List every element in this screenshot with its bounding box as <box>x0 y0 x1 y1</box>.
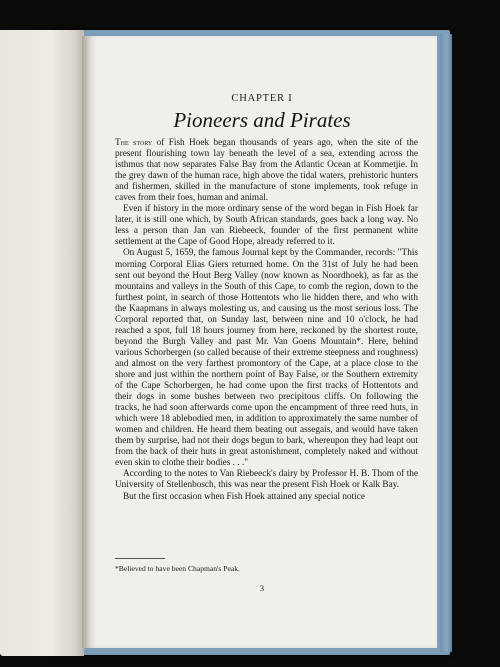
left-page <box>0 30 84 656</box>
cover-edge <box>440 34 452 652</box>
paragraph-5: But the first occasion when Fish Hoek attained any special notice <box>123 491 365 502</box>
body-text <box>115 138 418 503</box>
footnote-rule <box>115 558 165 559</box>
paragraph-1 <box>115 138 418 204</box>
right-page <box>87 36 437 648</box>
paragraph-4: According to the notes to Van Riebeeck's dairy by Professor H. B. Thom of the University of Stellenbosch, this was near the present Fish Hoek or Kalk Bay. <box>115 469 418 491</box>
footnote: *Believed to have been Chapman's Peak. <box>115 564 240 573</box>
chapter-label: CHAPTER I <box>231 93 293 104</box>
page-number: 3 <box>260 584 264 593</box>
paragraph-3: On August 5, 1659, the famous Journal kept by the Commander, records: "This morning Corporal Elias Giers returned home. On the 31st of July he had been sent out beyond the Hout Berg Valley (now known as Noordhoek), as far as the mountains and valleys in the South of this Cape, to comb the region, down to the furthest point, in search of those Hottentots who lie hidden there, and who with the Kaapmans in always molesting us, and causing us the most serious loss. The Corporal reported that, on Sunday last, between nine and 10 o'clock, he had reached a spot, full 18 hours journey from here, reckoned by the shortest route, beyond the Burgh Valley and past Mr. Van Goens Mountain*. Here, behind various Schorbergen (so called because of their extreme steepness and roughness) and almost on the very farthest promontory of the Cape, at a place close to the shore and just within the northern point of Bay False, or the Southern extremity of the Cape Schorbergen, he had come upon the first tracks of Hottentots and their dogs in some bushes between two precipitous cliffs. On following the tracks, he had soon afterwards come upon the encampment of three reed huts, in which were 18 ablebodied men, in addition to approximately the same number of women and children. He heard them beating out assegais, and would have taken them by surprise, had not their dogs begun to bark, whereupon they had leapt out from the back of their huts in great astonishment, completely naked and without even skin to clothe their bodies . . ." <box>115 248 418 469</box>
paragraph-2: Even if history in the more ordinary sense of the word began in Fish Hoek far later, it is still one which, by South African standards, goes back a long way. No less a person than Jan van Riebeeck, founder of the first permanent white settlement at the Cape of Good Hope, already referred to it. <box>115 204 418 248</box>
chapter-title: Pioneers and Pirates <box>173 108 351 132</box>
paragraph-1-lead: The story <box>115 138 153 148</box>
paragraph-1-text: of Fish Hoek began thousands of years ago, when the site of the present flourishing town lay beneath the level of a sea, extending across the isthmus that now separates False Bay from the Atlantic Ocean at Kommetjie. In the grey dawn of the human race, high above the tidal waters, prehistoric hunters and fishermen, skilled in the manufacture of stone implements, took refuge in caves from their foes, human and animal. <box>115 138 418 204</box>
